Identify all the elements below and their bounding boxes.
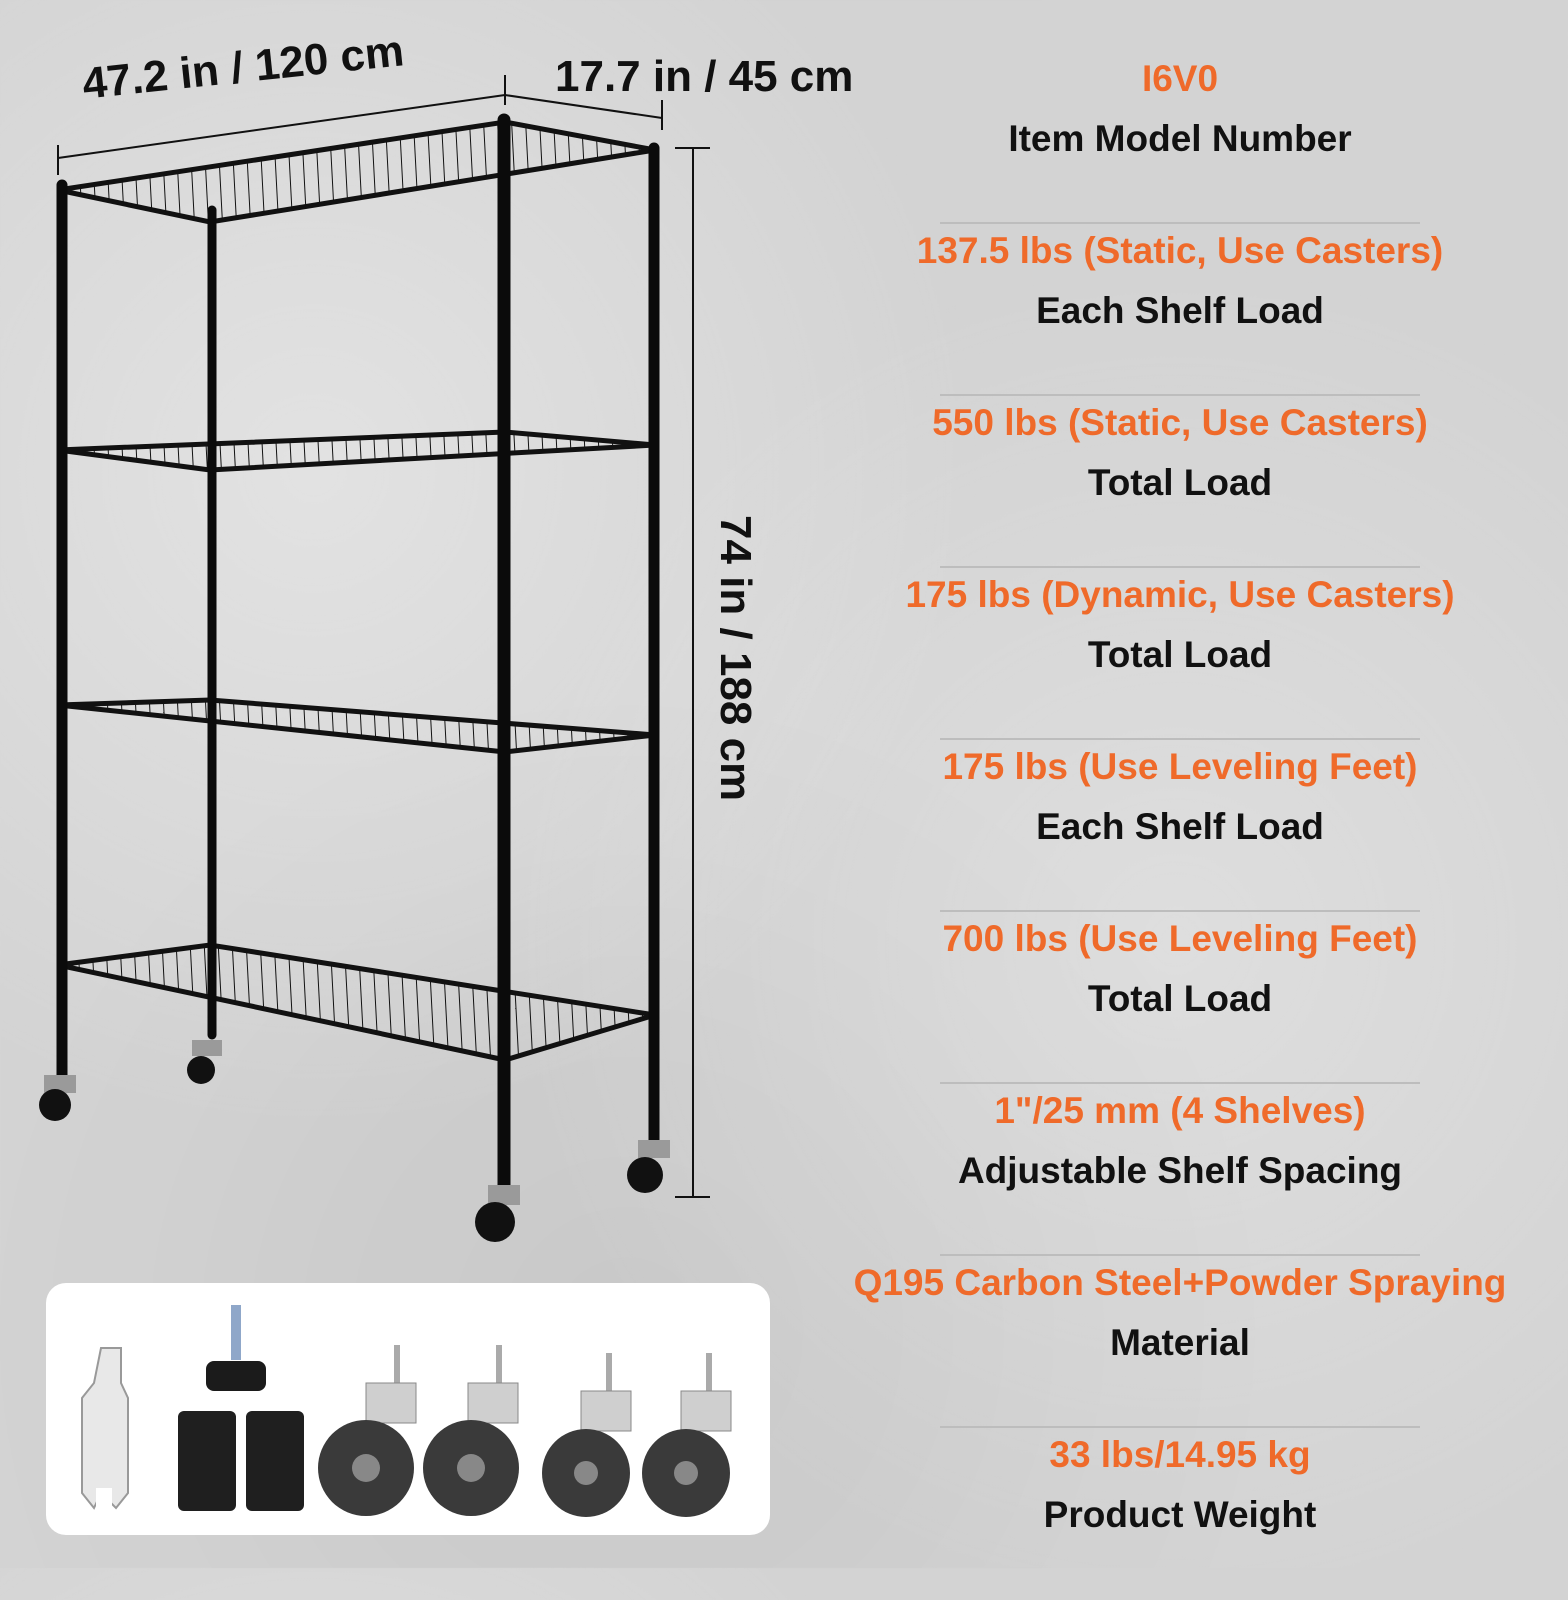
accessories-panel <box>46 1283 770 1535</box>
shelf-third <box>58 700 655 752</box>
spec-value: 137.5 lbs (Static, Use Casters) <box>916 230 1444 271</box>
spec-label: Total Load <box>1087 978 1273 1019</box>
spec-value: 33 lbs/14.95 kg <box>1049 1434 1311 1475</box>
specs-list <box>800 52 1560 1600</box>
caster-icon <box>423 1345 519 1516</box>
spec-value: 700 lbs (Use Leveling Feet) <box>942 918 1418 959</box>
spec-value: 175 lbs (Dynamic, Use Casters) <box>905 574 1455 615</box>
spec-shelf-spacing <box>800 1084 1560 1256</box>
shelf-top <box>58 122 655 222</box>
spec-value: I6V0 <box>1141 58 1219 99</box>
sleeve-icon <box>178 1411 304 1511</box>
locking-caster-icon <box>542 1353 631 1517</box>
caster-icon <box>318 1345 416 1516</box>
spec-total-load-feet <box>800 912 1560 1084</box>
spec-value: Q195 Carbon Steel+Powder Spraying <box>853 1262 1507 1303</box>
spec-value: 1"/25 mm (4 Shelves) <box>994 1090 1366 1131</box>
spec-material <box>800 1256 1560 1428</box>
shelf-second <box>58 432 655 470</box>
spec-label: Item Model Number <box>1008 118 1352 159</box>
spec-label: Total Load <box>1087 462 1273 503</box>
spec-label: Product Weight <box>1043 1494 1317 1535</box>
shelf-casters <box>39 1040 670 1242</box>
depth-dimension: 17.7 in / 45 cm <box>555 52 854 101</box>
spec-model-number <box>800 52 1560 224</box>
spec-value: 175 lbs (Use Leveling Feet) <box>942 746 1418 787</box>
wrench-icon <box>82 1348 128 1510</box>
locking-caster-icon <box>642 1353 731 1517</box>
width-dimension: 47.2 in / 120 cm <box>80 26 407 109</box>
spec-product-weight <box>800 1428 1560 1600</box>
leveling-foot-icon <box>206 1305 266 1391</box>
spec-label: Total Load <box>1087 634 1273 675</box>
spec-total-load-static <box>800 396 1560 568</box>
spec-label: Each Shelf Load <box>1036 806 1324 847</box>
spec-label: Material <box>1110 1322 1250 1363</box>
spec-value: 550 lbs (Static, Use Casters) <box>932 402 1428 443</box>
height-dimension: 74 in / 188 cm <box>711 515 760 802</box>
spec-label: Adjustable Shelf Spacing <box>957 1150 1403 1191</box>
spec-each-shelf-load-feet <box>800 740 1560 912</box>
spec-label: Each Shelf Load <box>1036 290 1324 331</box>
shelf-bottom <box>58 945 655 1060</box>
spec-each-shelf-load-casters <box>800 224 1560 396</box>
height-dimension-line <box>675 148 710 1197</box>
spec-total-load-dynamic <box>800 568 1560 740</box>
